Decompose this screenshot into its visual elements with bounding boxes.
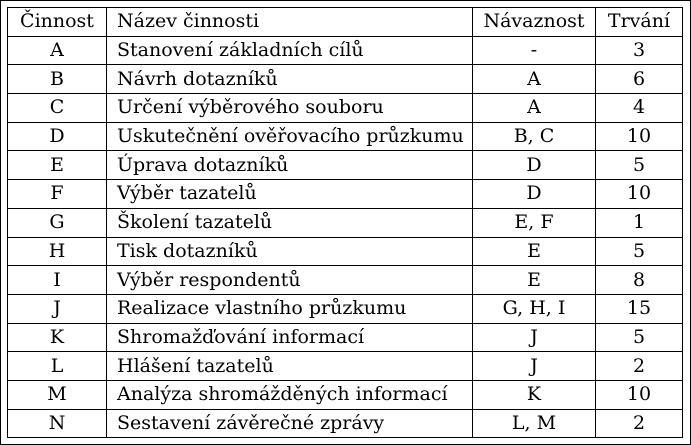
cell-activity-name: Návrh dotazníků — [107, 65, 473, 94]
cell-activity-name: Shromažďování informací — [107, 323, 473, 352]
cell-activity-name: Sestavení závěrečné zprávy — [107, 409, 473, 438]
cell-duration: 2 — [596, 409, 683, 438]
cell-activity-name: Realizace vlastního průzkumu — [107, 294, 473, 323]
table-row — [8, 180, 683, 209]
cell-activity-code: A — [8, 36, 107, 65]
cell-activity-code: D — [8, 122, 107, 151]
cell-activity-name: Výběr tazatelů — [107, 180, 473, 209]
table-row — [8, 294, 683, 323]
cell-activity-name: Výběr respondentů — [107, 266, 473, 295]
cell-dependency: E — [473, 266, 596, 295]
cell-activity-code: L — [8, 352, 107, 381]
table-row — [8, 65, 683, 94]
cell-activity-code: E — [8, 151, 107, 180]
header-activity-name: Název činnosti — [107, 8, 473, 37]
cell-activity-name: Tisk dotazníků — [107, 237, 473, 266]
table-row — [8, 122, 683, 151]
cell-activity-name: Analýza shromážděných informací — [107, 380, 473, 409]
table-row — [8, 380, 683, 409]
header-dependency: Návaznost — [473, 8, 596, 37]
table-body — [8, 36, 683, 438]
cell-duration: 5 — [596, 151, 683, 180]
cell-dependency: J — [473, 323, 596, 352]
cell-duration: 3 — [596, 36, 683, 65]
cell-duration: 6 — [596, 65, 683, 94]
table-row — [8, 151, 683, 180]
cell-activity-code: B — [8, 65, 107, 94]
header-activity: Činnost — [8, 8, 107, 37]
cell-activity-code: N — [8, 409, 107, 438]
cell-activity-name: Uskutečnění ověřovacího průzkumu — [107, 122, 473, 151]
cell-activity-name: Určení výběrového souboru — [107, 94, 473, 123]
cell-duration: 10 — [596, 122, 683, 151]
cell-activity-code: G — [8, 208, 107, 237]
cell-activity-code: K — [8, 323, 107, 352]
cell-dependency: D — [473, 151, 596, 180]
cell-dependency: E — [473, 237, 596, 266]
cell-duration: 10 — [596, 380, 683, 409]
table-row — [8, 237, 683, 266]
cell-duration: 4 — [596, 94, 683, 123]
cell-dependency: K — [473, 380, 596, 409]
cell-dependency: B, C — [473, 122, 596, 151]
cell-dependency: A — [473, 65, 596, 94]
table-row — [8, 36, 683, 65]
cell-duration: 10 — [596, 180, 683, 209]
cell-activity-code: I — [8, 266, 107, 295]
cell-duration: 5 — [596, 237, 683, 266]
cell-activity-name: Školení tazatelů — [107, 208, 473, 237]
header-duration: Trvání — [596, 8, 683, 37]
table-row — [8, 94, 683, 123]
cell-duration: 2 — [596, 352, 683, 381]
cell-dependency: D — [473, 180, 596, 209]
cell-activity-code: M — [8, 380, 107, 409]
cell-activity-code: F — [8, 180, 107, 209]
cell-activity-code: C — [8, 94, 107, 123]
cell-activity-name: Stanovení základních cílů — [107, 36, 473, 65]
cell-dependency: E, F — [473, 208, 596, 237]
table-row — [8, 409, 683, 438]
table-row — [8, 266, 683, 295]
cell-dependency: J — [473, 352, 596, 381]
cell-dependency: G, H, I — [473, 294, 596, 323]
cell-dependency: A — [473, 94, 596, 123]
cell-activity-code: J — [8, 294, 107, 323]
activities-table — [7, 7, 683, 438]
cell-duration: 8 — [596, 266, 683, 295]
cell-dependency: L, M — [473, 409, 596, 438]
table-row — [8, 352, 683, 381]
table-row — [8, 323, 683, 352]
cell-duration: 15 — [596, 294, 683, 323]
cell-activity-name: Hlášení tazatelů — [107, 352, 473, 381]
cell-duration: 1 — [596, 208, 683, 237]
header-row — [8, 8, 683, 37]
cell-activity-code: H — [8, 237, 107, 266]
table-row — [8, 208, 683, 237]
cell-dependency: - — [473, 36, 596, 65]
cell-activity-name: Úprava dotazníků — [107, 151, 473, 180]
cell-duration: 5 — [596, 323, 683, 352]
